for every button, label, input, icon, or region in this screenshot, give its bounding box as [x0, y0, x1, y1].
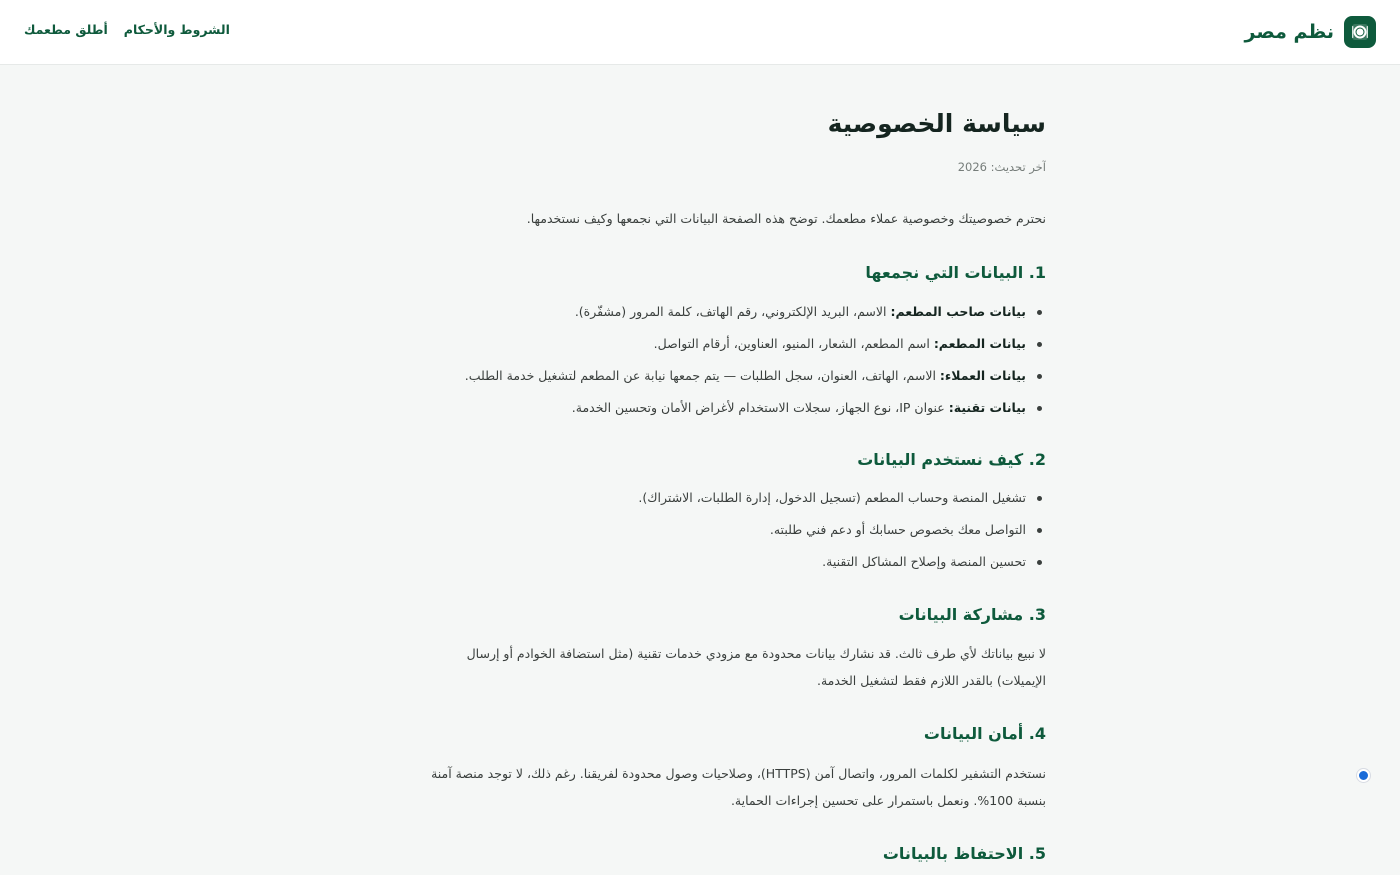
- floating-indicator[interactable]: [1357, 769, 1370, 782]
- dish-icon: [1344, 16, 1376, 48]
- nav-terms-link[interactable]: الشروط والأحكام: [123, 22, 230, 37]
- section-heading: 2. كيف نستخدم البيانات: [857, 450, 1046, 469]
- list-item: بيانات تقنية: عنوان IP، نوع الجهاز، سجلات الاستخدام لأغراض الأمان وتحسين الخدمة.: [465, 392, 1046, 424]
- collected-data-list: [465, 296, 1046, 424]
- list-item: التواصل معك بخصوص حسابك أو دعم فني طلبته.: [638, 514, 1046, 546]
- site-header: [0, 0, 1400, 65]
- section-paragraph: نستخدم التشفير لكلمات المرور، واتصال آمن (HTTPS)، وصلاحيات وصول محدودة لفريقنا. رغم ذلك، لا توجد منصة آمنة بنسبة 100%. ونعمل باستمرار على تحسين إجراءات الحماية.: [431, 766, 1046, 808]
- list-item: بيانات العملاء: الاسم، الهاتف، العنوان، سجل الطلبات — يتم جمعها نيابة عن المطعم لتشغيل خدمة الطلب.: [465, 360, 1046, 392]
- list-item: تشغيل المنصة وحساب المطعم (تسجيل الدخول، إدارة الطلبات، الاشتراك).: [638, 482, 1046, 514]
- section-heading: 4. أمان البيانات: [923, 724, 1046, 743]
- top-nav: [24, 22, 230, 37]
- data-usage-list: [638, 482, 1046, 578]
- list-item: تحسين المنصة وإصلاح المشاكل التقنية.: [638, 546, 1046, 578]
- last-updated: آخر تحديث: 2026: [957, 160, 1046, 174]
- intro-text: نحترم خصوصيتك وخصوصية عملاء مطعمك. توضح هذه الصفحة البيانات التي نجمعها وكيف نستخدمها.: [526, 211, 1046, 226]
- section-heading: 3. مشاركة البيانات: [898, 605, 1046, 624]
- list-item: بيانات صاحب المطعم: الاسم، البريد الإلكتروني، رقم الهاتف، كلمة المرور (مشفّرة).: [465, 296, 1046, 328]
- list-item: بيانات المطعم: اسم المطعم، الشعار، المنيو، العناوين، أرقام التواصل.: [465, 328, 1046, 360]
- section-heading: 1. البيانات التي نجمعها: [865, 263, 1046, 282]
- nav-launch-restaurant-link[interactable]: أطلق مطعمك: [24, 22, 108, 37]
- section-paragraph: لا نبيع بياناتك لأي طرف ثالث. قد نشارك بيانات محدودة مع مزودي خدمات تقنية (مثل استضافة الخوادم أو إرسال الإيميلات) بالقدر اللازم فقط لتشغيل الخدمة.: [466, 646, 1046, 688]
- page-title: سياسة الخصوصية: [827, 109, 1046, 138]
- brand-name: نظم مصر: [1244, 21, 1334, 43]
- privacy-content: [374, 65, 1046, 875]
- brand[interactable]: [1245, 16, 1376, 48]
- section-heading: 5. الاحتفاظ بالبيانات: [882, 844, 1046, 863]
